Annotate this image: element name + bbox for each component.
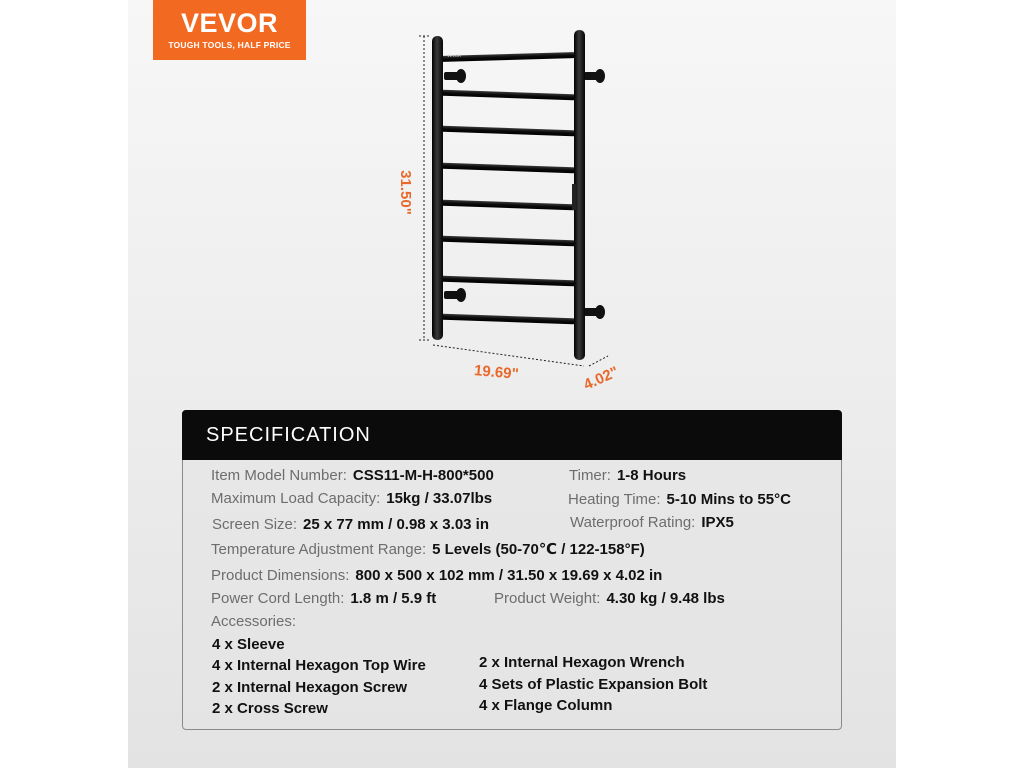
spec-value: 4.30 kg / 9.48 lbs <box>606 590 725 607</box>
spec-max-load <box>211 490 492 508</box>
spec-weight <box>494 590 725 608</box>
spec-label: Heating Time: <box>568 491 661 508</box>
spec-label: Accessories: <box>211 613 297 630</box>
spec-label: Power Cord Length: <box>211 590 345 607</box>
spec-value: 5-10 Mins to 55°C <box>666 491 791 508</box>
spec-value: CSS11-M-H-800*500 <box>352 467 494 484</box>
spec-label: Product Weight: <box>494 590 601 607</box>
spec-value: 15kg / 33.07lbs <box>386 490 493 507</box>
accessory-item: 4 x Internal Hexagon Top Wire <box>212 657 426 674</box>
spec-value: 5 Levels (50-70℃ / 122-158°F) <box>432 541 645 558</box>
spec-label: Temperature Adjustment Range: <box>211 541 427 558</box>
spec-cord-length <box>211 590 436 608</box>
width-dimension-label: 19.69" <box>473 362 520 383</box>
spec-accessories-label <box>211 613 296 631</box>
accessory-item: 2 x Cross Screw <box>212 700 328 717</box>
spec-value: 25 x 77 mm / 0.98 x 3.03 in <box>303 516 490 533</box>
logo-brand-text: VEVOR <box>180 8 279 38</box>
spec-label: Timer: <box>569 467 611 484</box>
accessory-item: 4 x Flange Column <box>479 697 613 714</box>
spec-label: Waterproof Rating: <box>570 514 696 531</box>
spec-label: Product Dimensions: <box>211 567 350 584</box>
depth-dimension-label: 4.02" <box>581 363 622 394</box>
spec-label: Maximum Load Capacity: <box>211 490 381 507</box>
specification-title: SPECIFICATION <box>206 424 371 446</box>
spec-item-model <box>211 467 494 485</box>
accessory-item: 4 x Sleeve <box>212 636 285 653</box>
logo-tagline: TOUGH TOOLS, HALF PRICE <box>168 40 291 50</box>
spec-value: 1-8 Hours <box>616 467 687 484</box>
accessory-item: 4 Sets of Plastic Expansion Bolt <box>479 676 708 693</box>
spec-value: 800 x 500 x 102 mm / 31.50 x 19.69 x 4.02 in <box>355 567 663 584</box>
spec-product-dimensions <box>211 567 662 585</box>
spec-heating-time <box>568 491 791 509</box>
spec-temperature-range <box>211 541 645 559</box>
height-dimension-label: 31.50" <box>396 170 414 215</box>
accessory-item: 2 x Internal Hexagon Screw <box>212 679 408 696</box>
accessory-item: 2 x Internal Hexagon Wrench <box>479 654 685 671</box>
spec-label: Screen Size: <box>212 516 298 533</box>
spec-timer <box>569 467 686 485</box>
spec-value: IPX5 <box>701 514 734 531</box>
spec-screen-size <box>212 516 489 534</box>
spec-label: Item Model Number: <box>211 467 347 484</box>
spec-value: 1.8 m / 5.9 ft <box>350 590 437 607</box>
rungs <box>440 52 576 324</box>
specification-header <box>182 410 842 460</box>
rail-brand-label: VEVOR <box>447 53 462 58</box>
spec-waterproof <box>570 514 734 532</box>
